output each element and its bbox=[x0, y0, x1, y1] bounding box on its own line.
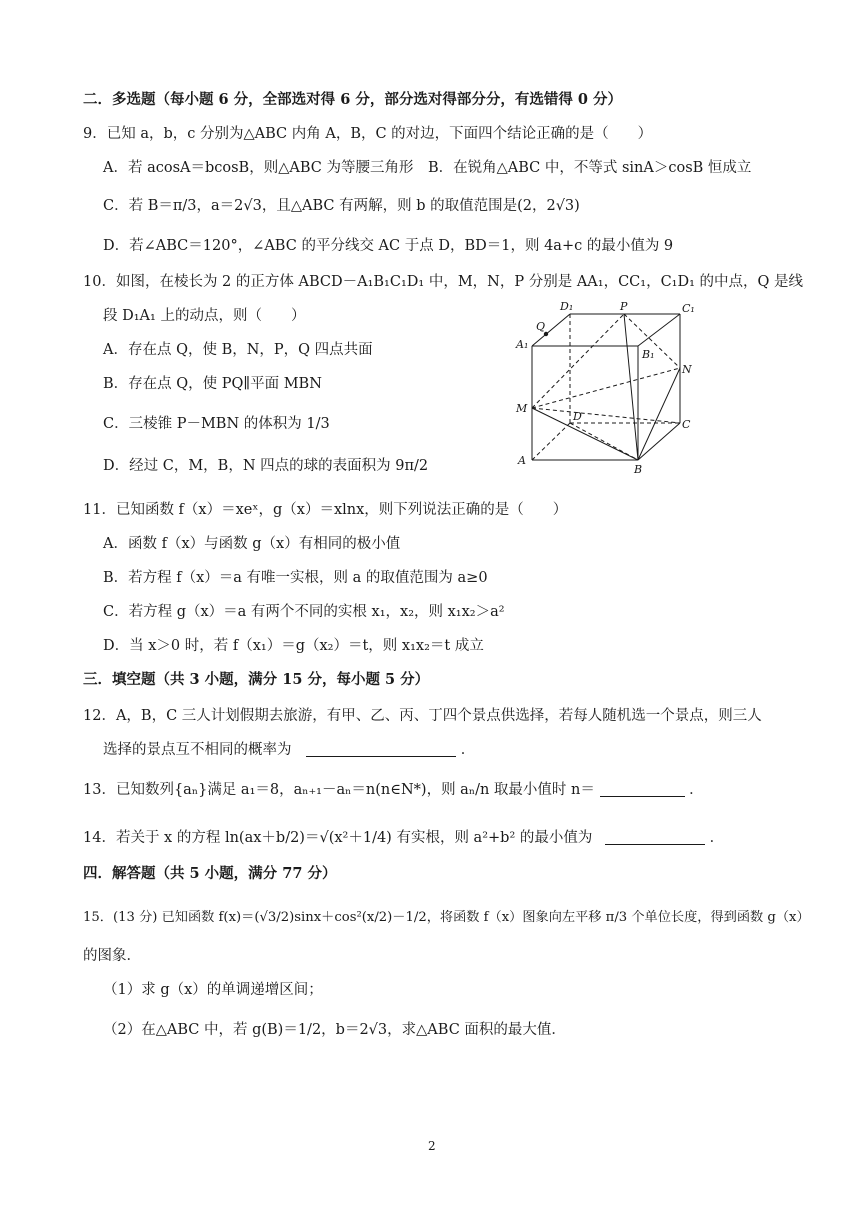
segment-pb bbox=[624, 314, 638, 460]
label-b: B bbox=[634, 463, 643, 476]
question-10-stem-cont: 段 D₁A₁ 上的动点，则（ ） bbox=[103, 308, 306, 324]
question-10-option-c: C．三棱锥 P－MBN 的体积为 1/3 bbox=[103, 416, 330, 432]
question-10-option-b: B．存在点 Q，使 PQ∥平面 MBN bbox=[103, 376, 322, 392]
label-a: A bbox=[518, 454, 526, 467]
label-m: M bbox=[516, 402, 528, 415]
question-11-option-d: D．当 x＞0 时，若 f（x₁）＝g（x₂）＝t，则 x₁x₂＝t 成立 bbox=[103, 638, 484, 654]
question-9-option-d: D．若∠ABC＝120°，∠ABC 的平分线交 AC 于点 D，BD＝1，则 4a+c 的最小值为 9 bbox=[103, 238, 674, 254]
label-q: Q bbox=[536, 320, 546, 333]
label-d1: D₁ bbox=[560, 300, 574, 313]
question-13-answer-blank[interactable] bbox=[600, 781, 685, 797]
period: ． bbox=[689, 782, 704, 798]
label-c: C bbox=[682, 418, 691, 431]
segment-bn bbox=[638, 368, 680, 460]
question-9-stem: 9．已知 a，b，c 分别为△ABC 内角 A，B，C 的对边，下面四个结论正确的是（ ） bbox=[83, 126, 653, 142]
page-number: 2 bbox=[428, 1139, 436, 1153]
section-heading-multiple-choice: 二．多选题（每小题 6 分，全部选对得 6 分，部分选对得部分分，有选错得 0 分） bbox=[83, 91, 623, 108]
section-heading-answer: 四．解答题（共 5 小题，满分 77 分） bbox=[83, 865, 337, 882]
section-heading-fill-in: 三．填空题（共 3 小题，满分 15 分，每小题 5 分） bbox=[83, 671, 430, 688]
question-13-stem bbox=[83, 780, 704, 800]
segment-mn-hidden bbox=[532, 368, 680, 408]
label-b1: B₁ bbox=[642, 348, 655, 361]
segment-db-hidden bbox=[570, 423, 638, 460]
question-10-option-d: D．经过 C，M，B，N 四点的球的表面积为 9π/2 bbox=[103, 458, 429, 474]
question-11-option-c: C．若方程 g（x）＝a 有两个不同的实根 x₁，x₂，则 x₁x₂＞a² bbox=[103, 604, 505, 620]
label-p: P bbox=[620, 300, 628, 313]
edge-bc bbox=[638, 423, 680, 460]
question-12-answer-blank[interactable] bbox=[306, 741, 456, 757]
question-11-option-b: B．若方程 f（x）＝a 有唯一实根，则 a 的取值范围为 a≥0 bbox=[103, 570, 488, 586]
label-c1: C₁ bbox=[682, 302, 695, 315]
question-14-stem bbox=[83, 828, 724, 848]
segment-mp-hidden bbox=[532, 314, 624, 408]
question-13-text: 13．已知数列{aₙ}满足 a₁＝8，aₙ₊₁－aₙ＝n(n∈N*)，则 aₙ/n 取最小值时 n＝ bbox=[83, 782, 595, 798]
question-9-options-ab: A．若 acosA＝bcosB，则△ABC 为等腰三角形 B．在锐角△ABC 中，不等式 sinA＞cosB 恒成立 bbox=[103, 160, 752, 176]
question-12-stem: 12．A，B，C 三人计划假期去旅游，有甲、乙、丙、丁四个景点供选择，若每人随机选一个景点，则三人 bbox=[83, 708, 762, 724]
question-11-stem: 11．已知函数 f（x）＝xeˣ，g（x）＝xlnx，则下列说法正确的是（ ） bbox=[83, 502, 568, 518]
question-10-option-a: A．存在点 Q，使 B，N，P，Q 四点共面 bbox=[103, 342, 373, 358]
question-15-stem: 15．(13 分) 已知函数 f(x)＝(√3/2)sinx＋cos²(x/2)－1/2，将函数 f（x）图象向左平移 π/3 个单位长度，得到函数 g（x） bbox=[83, 910, 810, 925]
segment-mb bbox=[532, 408, 638, 460]
question-15-stem-cont: 的图象． bbox=[83, 948, 141, 964]
question-14-text: 14．若关于 x 的方程 ln(ax＋b/2)＝√(x²＋1/4) 有实根，则 a²+b² 的最小值为 bbox=[83, 830, 593, 846]
question-14-answer-blank[interactable] bbox=[605, 829, 705, 845]
question-12-stem-cont bbox=[103, 740, 475, 760]
period: ． bbox=[460, 742, 476, 758]
question-9-option-c: C．若 B＝π/3，a＝2√3，且△ABC 有两解，则 b 的取值范围是(2，2√3) bbox=[103, 198, 580, 214]
label-d: D bbox=[573, 410, 582, 423]
question-15-part-2: （2）在△ABC 中，若 g(B)＝1/2，b＝2√3，求△ABC 面积的最大值． bbox=[103, 1022, 566, 1038]
edge-b1c1 bbox=[638, 314, 680, 346]
question-10-stem: 10．如图，在棱长为 2 的正方体 ABCD－A₁B₁C₁D₁ 中，M，N，P 分别是 AA₁，CC₁，C₁D₁ 的中点，Q 是线 bbox=[83, 274, 804, 290]
cube-figure bbox=[510, 298, 710, 478]
label-a1: A₁ bbox=[516, 338, 529, 351]
question-15-part-1: （1）求 g（x）的单调递增区间； bbox=[103, 982, 323, 998]
edge-ad-hidden bbox=[532, 423, 570, 460]
question-12-text: 选择的景点互不相同的概率为 bbox=[103, 742, 292, 758]
question-11-option-a: A．函数 f（x）与函数 g（x）有相同的极小值 bbox=[103, 536, 401, 552]
label-n: N bbox=[682, 363, 692, 376]
period: ． bbox=[709, 830, 725, 846]
